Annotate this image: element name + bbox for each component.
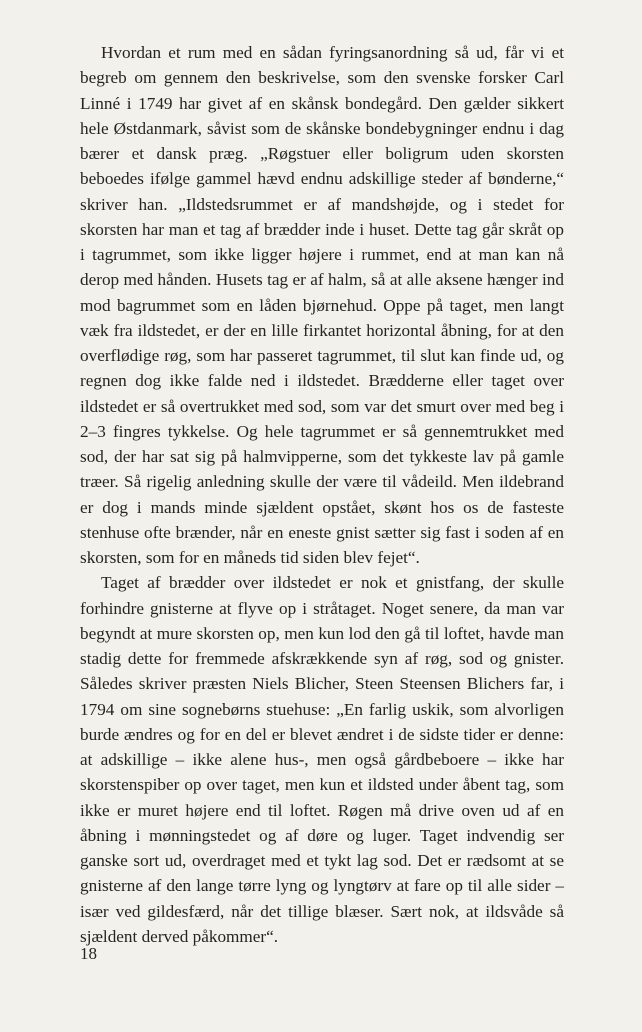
body-text	[80, 40, 564, 949]
page-number: 18	[80, 944, 97, 963]
paragraph-2: Taget af brædder over ildstedet er nok et gnistfang, der skulle forhindre gnisterne at flyve op i stråtaget. Noget senere, da man var begyndt at mure skorsten op, men kun lod den gå til loftet, havde man stadig dette for fremmede afskrækkende syn af røg, sod og gnister. Således skriver præsten Niels Blicher, Steen Steensen Blichers far, i 1794 om sine sognebørns stuehuse: „En farlig uskik, som alvorligen burde ændres og for en del er blevet ændret i de sidste tider er denne: at adskillige – ikke alene hus-, men også gårdbeboere – ikke har skorstenspiber op over taget, men kun et ildsted under åbent tag, som ikke er muret højere end til loftet. Røgen må drive oven ud af en åbning i mønningstedet og af døre og luger. Taget indvendig ser ganske sort ud, overdraget med et tykt lag sod. Det er rædsomt at se gnisterne af den lange tørre lyng og lyngtørv at fare op til alle sider – især ved gildesfærd, når det tillige blæser. Sært nok, at ildsvåde så sjældent derved påkommer“.	[80, 573, 564, 946]
paragraph-1: Hvordan et rum med en sådan fyringsanordning så ud, får vi et begreb om gennem den beskrivelse, som den svenske forsker Carl Linné i 1749 har givet af en skånsk bondegård. Den gælder sikkert hele Østdanmark, såvist som de skånske bondebygninger endnu i dag bærer et dansk præg. „Røgstuer eller boligrum uden skorsten beboedes ifølge gammel hævd endnu adskillige steder af bønderne,“ skriver han. „Ildstedsrummet er af mandshøjde, og i stedet for skorsten har man et tag af brædder inde i huset. Dette tag går skråt op i tagrummet, som ikke ligger højere i rummet, end at man kan nå derop med hånden. Husets tag er af halm, så at alle aksene hænger ind mod bagrummet som en låden bjørnehud. Oppe på taget, men langt væk fra ildstedet, er der en lille firkantet horizontal åbning, for at den overflødige røg, som har passeret tagrummet, til slut kan finde ud, og regnen dog ikke falde ned i ildstedet. Brædderne eller taget over ildstedet er så overtrukket med sod, som var det smurt over med beg i 2–3 fingres tykkelse. Og hele tagrummet er så gennemtrukket med sod, der har sat sig på halmvipperne, som det tykkeste lav på gamle træer. Så rigelig anledning skulle der være til vådeild. Men ildebrand er dog i mands minde sjældent opstået, skønt hos os de fasteste stenhuse ofte brænder, når en eneste gnist sætter sig fast i soden af en skorsten, som for en måneds tid siden blev fejet“.	[80, 43, 564, 567]
